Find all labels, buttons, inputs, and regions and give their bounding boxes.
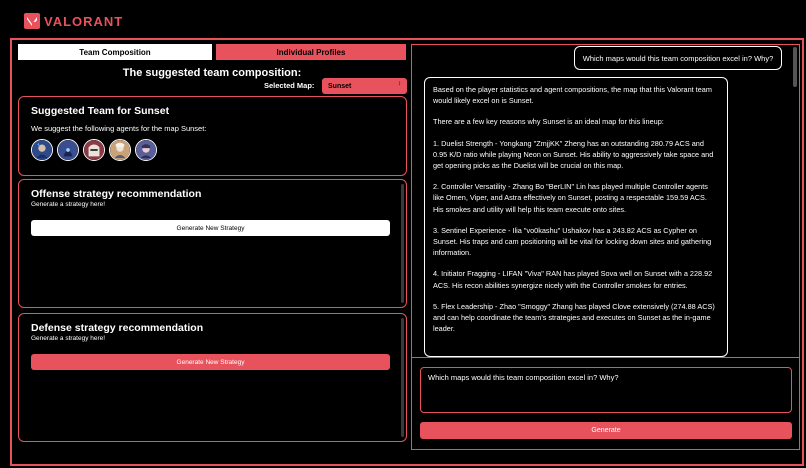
assistant-message-bubble	[424, 77, 728, 357]
cypher-agent-icon[interactable]	[83, 139, 105, 161]
agent-list	[31, 139, 157, 161]
offense-strategy-card	[18, 179, 407, 308]
chevron-updown-icon: ↕	[398, 81, 401, 87]
neon-agent-icon[interactable]	[31, 139, 53, 161]
chat-divider	[412, 357, 799, 358]
assistant-paragraph: 5. Flex Leadership - Zhao "Smoggy" Zhang has played Clove extensively (274.88 ACS) and can help coordinate the team's strategies and executes on Sunset as the in-game leader.	[433, 301, 715, 334]
sova-agent-icon[interactable]	[109, 139, 131, 161]
assistant-paragraph: There are a few key reasons why Sunset is an ideal map for this lineup:	[433, 117, 664, 127]
user-message-bubble: Which maps would this team composition excel in? Why?	[574, 46, 782, 70]
suggestion-heading: The suggested team composition:	[122, 67, 302, 79]
assistant-paragraph: 3. Sentinel Experience - Ilia "vo0kashu" Ushakov has a 243.82 ACS as Cypher on Sunset. His traps and cam positioning will be vital for locking down sites and gathering information.	[433, 225, 712, 258]
suggested-team-card	[18, 96, 407, 176]
app-logo[interactable]	[24, 13, 123, 29]
chat-panel	[411, 44, 800, 450]
assistant-paragraph: 1. Duelist Strength - Yongkang "ZmjjKK" Zheng has an outstanding 280.79 ACS and 0.95 K/D ratio while playing Neon on Sunset. His ability to aggressively take space and get opening picks as the Duelist will be crucial on this map.	[433, 138, 714, 171]
chat-scrollbar[interactable]	[793, 47, 797, 87]
omen-agent-icon[interactable]	[57, 139, 79, 161]
map-select[interactable]	[322, 78, 407, 94]
chat-input[interactable]: Which maps would this team composition excel in? Why?	[420, 367, 792, 413]
top-bar	[0, 0, 806, 38]
defense-generate-button[interactable]: Generate New Strategy	[31, 354, 390, 370]
defense-strategy-hint: Generate a strategy here!	[31, 335, 106, 342]
clove-agent-icon[interactable]	[135, 139, 157, 161]
offense-strategy-title: Offense strategy recommendation	[31, 188, 202, 200]
app-logo-text: VALORANT	[44, 13, 124, 29]
valorant-logo-icon	[24, 13, 40, 29]
assistant-paragraph: 2. Controller Versatility - Zhang Bo "BerLIN" Lin has played multiple Controller agents like Omen, Viper, and Astra effectively on Sunset, posting a respectable 159.59 ACS. His smokes and utility will help this team execute onto sites.	[433, 182, 708, 214]
defense-strategy-title: Defense strategy recommendation	[31, 322, 204, 334]
suggested-team-description: We suggest the following agents for the map Sunset:	[31, 124, 207, 133]
tab-individual-profiles[interactable]: Individual Profiles	[216, 44, 406, 60]
offense-scrollbar[interactable]	[401, 184, 404, 303]
assistant-paragraph: Based on the player statistics and agent compositions, the map that this Valorant team would likely excel on is Sunset.	[433, 85, 712, 106]
offense-generate-button[interactable]: Generate New Strategy	[31, 220, 390, 236]
offense-strategy-hint: Generate a strategy here!	[31, 201, 106, 208]
defense-scrollbar[interactable]	[401, 318, 404, 437]
defense-strategy-card	[18, 313, 407, 442]
assistant-paragraph: 4. Initiator Fragging - LIFAN "Viva" RAN has played Sova well on Sunset with a 228.92 ACS. His recon abilities synergize nicely with the Controller smokes for entries.	[433, 269, 713, 290]
map-select-value: Sunset	[328, 82, 352, 90]
chat-generate-button[interactable]: Generate	[420, 422, 792, 439]
tab-team-composition[interactable]: Team Composition	[18, 44, 212, 60]
suggested-team-title: Suggested Team for Sunset	[31, 105, 170, 117]
selected-map-label: Selected Map:	[264, 81, 315, 90]
